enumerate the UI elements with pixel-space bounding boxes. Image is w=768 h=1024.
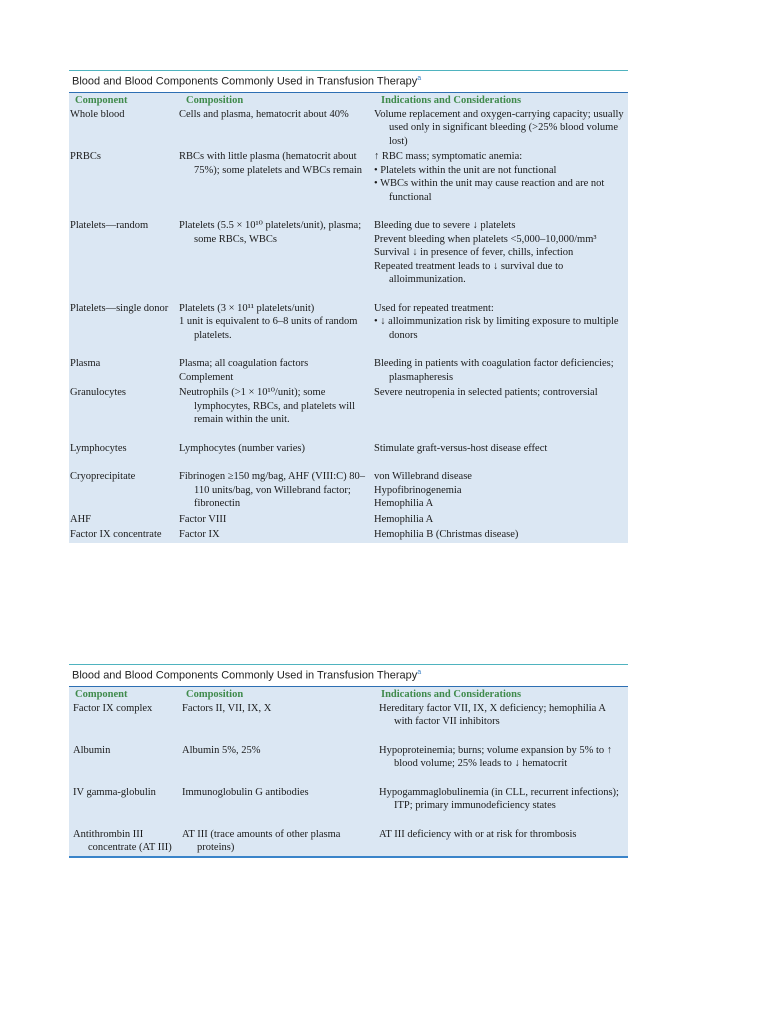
composition-cell xyxy=(178,149,373,218)
caption-footnote-link[interactable]: a xyxy=(417,669,422,676)
cell-line: ↑ RBC mass; symptomatic anemia: xyxy=(374,151,523,163)
cell-line: AT III deficiency with or at risk for thrombosis xyxy=(379,828,577,840)
cell-line: • ↓ alloimmunization risk by limiting exposure to multiple donors xyxy=(374,316,619,341)
composition-cell xyxy=(178,785,373,827)
header-indications: Indications and Considerations xyxy=(381,94,522,106)
indications-cell xyxy=(373,441,628,470)
indications-cell xyxy=(373,827,628,856)
component-cell xyxy=(69,301,178,357)
cell-line: Neutrophils (>1 × 10¹⁰/unit); some lymphocytes, RBCs, and platelets will remain within the unit. xyxy=(179,387,355,426)
cell-line: Hypofibrinogenemia xyxy=(374,484,462,496)
table-row xyxy=(69,512,628,528)
composition-cell xyxy=(178,218,373,301)
indications-cell xyxy=(373,107,628,150)
cell-line: Bleeding in patients with coagulation factor deficiencies; plasmapheresis xyxy=(374,358,614,383)
composition-cell xyxy=(178,385,373,441)
cell-line: IV gamma-globulin xyxy=(73,786,156,798)
component-cell xyxy=(69,218,178,301)
indications-cell xyxy=(373,701,628,743)
table-row xyxy=(69,827,628,856)
table-row xyxy=(69,527,628,543)
indications-cell xyxy=(373,785,628,827)
indications-cell xyxy=(373,527,628,543)
table-row xyxy=(69,301,628,357)
cell-line: von Willebrand disease xyxy=(374,471,472,483)
header-indications: Indications and Considerations xyxy=(381,688,522,700)
indications-cell xyxy=(373,301,628,357)
indications-cell xyxy=(373,385,628,441)
cell-line: PRBCs xyxy=(70,151,101,163)
table-body xyxy=(69,701,628,856)
table-bottom-rule xyxy=(69,856,628,858)
header-component: Component xyxy=(75,688,128,700)
cell-line: Plasma xyxy=(70,358,101,370)
component-cell xyxy=(69,527,178,543)
cell-line: Hemophilia A xyxy=(374,498,434,510)
cell-line: • WBCs within the unit may cause reaction and are not functional xyxy=(374,178,605,203)
component-cell xyxy=(69,356,178,385)
component-cell xyxy=(69,512,178,528)
table-row xyxy=(69,218,628,301)
transfusion-table-1 xyxy=(69,70,628,543)
cell-line: Hemophilia A xyxy=(374,513,434,525)
cell-line: Plasma; all coagulation factors xyxy=(179,358,309,370)
component-cell xyxy=(69,107,178,150)
table-header-row xyxy=(69,686,628,701)
component-cell xyxy=(69,827,178,856)
table-caption xyxy=(69,664,628,686)
table-caption xyxy=(69,70,628,92)
cell-line: Hypoproteinemia; burns; volume expansion by 5% to ↑ blood volume; 25% leads to ↓ hematocrit xyxy=(379,744,613,770)
cell-line: Prevent bleeding when platelets <5,000–10,000/mm³ xyxy=(374,233,597,245)
component-cell xyxy=(69,469,178,512)
cell-line: Complement xyxy=(179,371,234,383)
indications-cell xyxy=(373,743,628,785)
composition-cell xyxy=(178,512,373,528)
composition-cell xyxy=(178,441,373,470)
composition-cell xyxy=(178,301,373,357)
cell-line: Factor VIII xyxy=(179,513,227,525)
composition-cell xyxy=(178,107,373,150)
cell-line: Bleeding due to severe ↓ platelets xyxy=(374,220,516,232)
table-row xyxy=(69,107,628,150)
table-row xyxy=(69,356,628,385)
indications-cell xyxy=(373,512,628,528)
cell-line: Lymphocytes xyxy=(70,442,127,454)
indications-cell xyxy=(373,469,628,512)
cell-line: Platelets—random xyxy=(70,220,149,232)
cell-line: Immunoglobulin G antibodies xyxy=(182,786,309,798)
cell-line: Antithrombin III concentrate (AT III) xyxy=(73,828,172,854)
cell-line: 1 unit is equivalent to 6–8 units of random platelets. xyxy=(179,316,358,341)
cell-line: Hypogammaglobulinemia (in CLL, recurrent infections); ITP; primary immunodeficiency states xyxy=(379,786,619,812)
component-cell xyxy=(69,785,178,827)
cell-line: Whole blood xyxy=(70,108,125,120)
cell-line: Fibrinogen ≥150 mg/bag, AHF (VIII:C) 80–110 units/bag, von Willebrand factor; fibronectin xyxy=(179,471,366,510)
cell-line: Cells and plasma, hematocrit about 40% xyxy=(179,108,349,120)
composition-cell xyxy=(178,743,373,785)
component-table xyxy=(69,686,628,856)
header-composition: Composition xyxy=(186,688,244,700)
cell-line: Platelets (3 × 10¹¹ platelets/unit) xyxy=(179,302,315,314)
indications-cell xyxy=(373,149,628,218)
cell-line: Platelets (5.5 × 10¹⁰ platelets/unit), plasma; some RBCs, WBCs xyxy=(179,220,362,245)
component-cell xyxy=(69,149,178,218)
cell-line: Factors II, VII, IX, X xyxy=(182,702,272,714)
component-cell xyxy=(69,701,178,743)
cell-line: Factor IX complex xyxy=(73,702,153,714)
table-body xyxy=(69,107,628,543)
table-row xyxy=(69,701,628,743)
composition-cell xyxy=(178,827,373,856)
cell-line: Platelets—single donor xyxy=(70,302,169,314)
component-cell xyxy=(69,441,178,470)
cell-line: Volume replacement and oxygen-carrying capacity; usually used only in significant bleeding (>25% blood volume lost) xyxy=(374,108,624,147)
cell-line: Hereditary factor VII, IX, X deficiency; hemophilia A with factor VII inhibitors xyxy=(379,702,606,728)
header-component: Component xyxy=(75,94,128,106)
composition-cell xyxy=(178,469,373,512)
cell-line: Albumin 5%, 25% xyxy=(182,744,261,756)
caption-footnote-link[interactable]: a xyxy=(417,75,422,82)
cell-line: Repeated treatment leads to ↓ survival due to alloimmunization. xyxy=(374,260,564,286)
caption-text: Blood and Blood Components Commonly Used in Transfusion Therapy xyxy=(72,669,418,682)
table-row xyxy=(69,743,628,785)
composition-cell xyxy=(178,356,373,385)
component-cell xyxy=(69,743,178,785)
table-row xyxy=(69,149,628,218)
cell-line: Survival ↓ in presence of fever, chills, infection xyxy=(374,247,574,259)
component-cell xyxy=(69,385,178,441)
cell-line: RBCs with little plasma (hematocrit about 75%); some platelets and WBCs remain xyxy=(179,151,363,176)
table-header-row xyxy=(69,92,628,107)
cell-line: Cryoprecipitate xyxy=(70,471,136,483)
indications-cell xyxy=(373,218,628,301)
table-row xyxy=(69,785,628,827)
cell-line: Lymphocytes (number varies) xyxy=(179,442,305,454)
table-row xyxy=(69,441,628,470)
cell-line: Granulocytes xyxy=(70,387,126,399)
component-table xyxy=(69,92,628,543)
cell-line: AHF xyxy=(70,513,92,525)
transfusion-table-2 xyxy=(69,664,628,858)
cell-line: Used for repeated treatment: xyxy=(374,302,494,314)
cell-line: Factor IX concentrate xyxy=(70,529,162,541)
table-row xyxy=(69,469,628,512)
table-row xyxy=(69,385,628,441)
cell-line: Factor IX xyxy=(179,529,220,541)
composition-cell xyxy=(178,527,373,543)
cell-line: • Platelets within the unit are not functional xyxy=(374,164,557,176)
header-composition: Composition xyxy=(186,94,244,106)
cell-line: AT III (trace amounts of other plasma proteins) xyxy=(182,828,341,854)
composition-cell xyxy=(178,701,373,743)
caption-text: Blood and Blood Components Commonly Used in Transfusion Therapy xyxy=(72,75,418,88)
indications-cell xyxy=(373,356,628,385)
cell-line: Hemophilia B (Christmas disease) xyxy=(374,529,519,541)
cell-line: Severe neutropenia in selected patients; controversial xyxy=(374,387,598,399)
cell-line: Stimulate graft-versus-host disease effect xyxy=(374,442,548,454)
cell-line: Albumin xyxy=(73,744,111,756)
